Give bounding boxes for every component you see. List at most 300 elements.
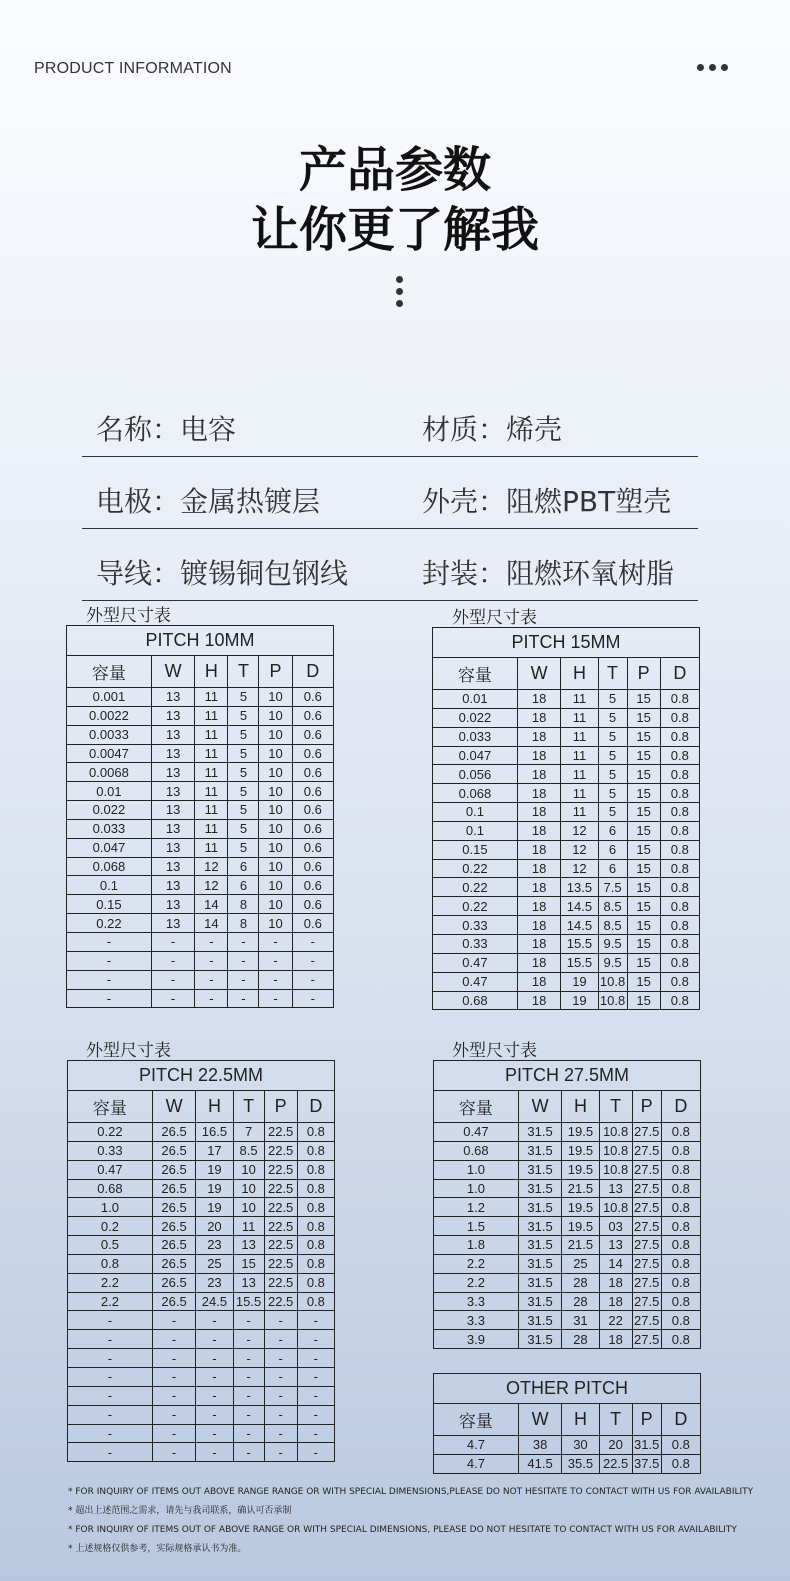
table-row xyxy=(434,1179,701,1198)
table-cell: 0.47 xyxy=(433,953,518,972)
table-cell: - xyxy=(152,1367,195,1386)
column-header: H xyxy=(561,658,598,690)
table-cell: 0.047 xyxy=(67,838,152,857)
table-cell: 0.6 xyxy=(292,857,333,876)
table-cell: - xyxy=(196,1367,233,1386)
table-row xyxy=(68,1349,335,1368)
table-cell: 22.5 xyxy=(264,1236,297,1255)
table-cell: 5 xyxy=(228,744,259,763)
table-cell: 26.5 xyxy=(152,1123,195,1142)
table-cell: 10 xyxy=(259,706,292,725)
table-cell: 5 xyxy=(598,690,627,709)
table-cell: 0.0068 xyxy=(67,763,152,782)
table-cell: 15 xyxy=(627,878,660,897)
table-cell: 12 xyxy=(561,821,598,840)
table-cell: 0.22 xyxy=(433,859,518,878)
spec-shell: 外壳：阻燃PBT塑壳 xyxy=(422,485,672,518)
column-header: 容量 xyxy=(68,1091,153,1123)
spec-material: 材质：烯壳 xyxy=(422,413,563,446)
column-header: W xyxy=(517,658,560,690)
table-cell: 15 xyxy=(627,708,660,727)
table-cell: 5 xyxy=(598,708,627,727)
table-cell: - xyxy=(264,1405,297,1424)
table-cell: 15 xyxy=(627,690,660,709)
table-cell: 13 xyxy=(233,1236,264,1255)
table-cell: - xyxy=(196,1386,233,1405)
column-header: T xyxy=(233,1091,264,1123)
table-cell: 31.5 xyxy=(518,1330,561,1349)
column-header: D xyxy=(660,658,699,690)
table-cell: 10 xyxy=(259,838,292,857)
table-row xyxy=(434,1123,701,1142)
table-cell: 0.8 xyxy=(297,1123,334,1142)
table-row xyxy=(434,1311,701,1330)
table-cell: 19 xyxy=(196,1160,233,1179)
table-cell: 13 xyxy=(151,857,194,876)
table-cell: 0.033 xyxy=(433,727,518,746)
table-cell: 10.8 xyxy=(599,1198,632,1217)
table-cell: 10.8 xyxy=(599,992,626,1008)
table-cell: 10 xyxy=(259,857,292,876)
table-cell: 11 xyxy=(561,690,598,709)
table-cell: - xyxy=(151,951,194,970)
table-cell: 6 xyxy=(598,840,627,859)
table-cell: 5 xyxy=(228,763,259,782)
table-cell: 27.5 xyxy=(634,1331,660,1347)
table-cell: 0.022 xyxy=(433,708,518,727)
table-cell: 27.5 xyxy=(634,1256,660,1272)
table-cell: 15 xyxy=(627,727,660,746)
table-cell: 0.8 xyxy=(661,1160,700,1179)
table-caption: 外型尺寸表 xyxy=(452,1041,537,1061)
table-cell: 0.6 xyxy=(292,876,333,895)
vertical-dots-icon xyxy=(396,276,403,312)
table-cell: 2.2 xyxy=(68,1292,153,1311)
table-cell: - xyxy=(228,932,259,951)
table-cell: 0.8 xyxy=(661,1198,700,1217)
table-cell: 18 xyxy=(517,803,560,822)
table-cell: 0.001 xyxy=(67,688,152,707)
column-header: W xyxy=(518,1404,561,1436)
table-cell: 0.22 xyxy=(67,914,152,933)
table-cell: 27.5 xyxy=(634,1199,660,1215)
table-cell: 0.8 xyxy=(297,1292,334,1311)
table-cell: 4.7 xyxy=(434,1436,519,1455)
table-cell: - xyxy=(68,1424,153,1443)
table-cell: 27.5 xyxy=(634,1143,660,1159)
table-cell: 8 xyxy=(228,895,259,914)
table-cell: 0.2 xyxy=(68,1217,153,1236)
table-cell: 15 xyxy=(627,746,660,765)
more-horizontal-icon[interactable] xyxy=(697,64,728,71)
table-cell: 31.5 xyxy=(634,1437,660,1453)
column-header: P xyxy=(632,1404,661,1436)
table-cell: 12 xyxy=(561,859,598,878)
table-cell: 24.5 xyxy=(196,1292,233,1311)
table-cell: 0.8 xyxy=(661,1141,700,1160)
table-cell: 22.5 xyxy=(264,1123,297,1142)
table-cell: 22.5 xyxy=(264,1198,297,1217)
table-cell: - xyxy=(233,1386,264,1405)
table-cell: 0.8 xyxy=(660,878,699,897)
table-cell: 15.5 xyxy=(561,953,598,972)
table-cell: - xyxy=(195,989,228,1008)
table-cell: 0.8 xyxy=(661,1217,700,1236)
table-cell: - xyxy=(297,1443,334,1462)
table-cell: 0.8 xyxy=(661,1454,700,1473)
table-cell: 22.5 xyxy=(264,1292,297,1311)
table-cell: - xyxy=(259,970,292,989)
table-cell: 0.1 xyxy=(433,803,518,822)
table-row xyxy=(67,688,334,707)
table-row xyxy=(67,914,334,933)
table-cell: 5 xyxy=(228,782,259,801)
table-cell: 15 xyxy=(627,953,660,972)
table-cell: 0.8 xyxy=(68,1254,153,1273)
column-header: D xyxy=(661,1404,700,1436)
table-row xyxy=(68,1217,335,1236)
table-cell: - xyxy=(233,1367,264,1386)
table-row xyxy=(67,876,334,895)
table-row xyxy=(67,763,334,782)
table-cell: 13 xyxy=(151,725,194,744)
table-cell: 22.5 xyxy=(599,1454,632,1473)
table-cell: 26.5 xyxy=(152,1236,195,1255)
table-cell: 0.6 xyxy=(292,819,333,838)
table-cell: 5 xyxy=(598,727,627,746)
table-cell: 15 xyxy=(627,934,660,953)
table-cell: 0.047 xyxy=(433,746,518,765)
table-cell: - xyxy=(68,1367,153,1386)
table-row xyxy=(434,1160,701,1179)
column-header: D xyxy=(292,656,333,688)
table-cell: 11 xyxy=(195,801,228,820)
table-cell: - xyxy=(297,1386,334,1405)
table-cell: 20 xyxy=(599,1436,632,1455)
table-cell: 10 xyxy=(259,744,292,763)
table-cell: - xyxy=(67,951,152,970)
table-cell: 22.5 xyxy=(264,1141,297,1160)
table-row xyxy=(433,840,700,859)
table-row xyxy=(68,1386,335,1405)
table-cell: 5 xyxy=(228,801,259,820)
table-cell: - xyxy=(196,1443,233,1462)
table-cell: 4.7 xyxy=(434,1454,519,1473)
table-cell: 18 xyxy=(517,765,560,784)
column-header: T xyxy=(599,1091,632,1123)
table-cell: 19.5 xyxy=(562,1198,599,1217)
table-cell: 1.0 xyxy=(68,1198,153,1217)
table-cell: 0.8 xyxy=(297,1160,334,1179)
column-header: 容量 xyxy=(434,1091,519,1123)
table-cell: 2.2 xyxy=(434,1254,519,1273)
table-cell: 0.8 xyxy=(661,1236,700,1255)
table-cell: 0.8 xyxy=(660,708,699,727)
table-title-row xyxy=(434,1374,701,1404)
table-cell: 13 xyxy=(599,1179,632,1198)
table-cell: - xyxy=(152,1330,195,1349)
table-row xyxy=(433,972,700,991)
table-cell: 28 xyxy=(562,1292,599,1311)
table-cell: 0.6 xyxy=(292,914,333,933)
table-row xyxy=(434,1273,701,1292)
column-header: P xyxy=(627,658,660,690)
table-cell: 0.022 xyxy=(67,801,152,820)
table-cell: 18 xyxy=(517,934,560,953)
table-cell: - xyxy=(228,951,259,970)
spec-encapsulation: 封装：阻燃环氧树脂 xyxy=(422,557,675,590)
table-cell: 22.5 xyxy=(264,1254,297,1273)
table-cell: - xyxy=(152,1349,195,1368)
table-cell: 15 xyxy=(627,784,660,803)
table-cell: 18 xyxy=(517,821,560,840)
table-cell: 0.22 xyxy=(433,878,518,897)
table-cell: 19.5 xyxy=(562,1123,599,1142)
table-cell: 14 xyxy=(599,1254,632,1273)
table-cell: 37.5 xyxy=(634,1456,660,1472)
table-row xyxy=(434,1436,701,1455)
table-cell: 0.1 xyxy=(67,876,152,895)
table-title: PITCH 22.5MM xyxy=(68,1061,335,1091)
table-cell: 11 xyxy=(561,784,598,803)
table-cell: 5 xyxy=(228,725,259,744)
table-cell: 20 xyxy=(196,1217,233,1236)
table-cell: 8.5 xyxy=(598,916,627,935)
table-cell: 0.5 xyxy=(68,1236,153,1255)
table-cell: - xyxy=(196,1349,233,1368)
table-cell: 0.68 xyxy=(68,1179,153,1198)
table-cell: 31.5 xyxy=(518,1179,561,1198)
table-cell: 14.5 xyxy=(561,916,598,935)
table-cell: 0.01 xyxy=(67,782,152,801)
spec-electrode: 电极：金属热镀层 xyxy=(96,485,321,518)
table-header-row xyxy=(68,1091,335,1123)
table-cell: 11 xyxy=(195,782,228,801)
column-header: H xyxy=(562,1091,599,1123)
table-cell: 21.5 xyxy=(562,1179,599,1198)
table-row xyxy=(434,1254,701,1273)
table-cell: 11 xyxy=(195,725,228,744)
table-cell: - xyxy=(151,932,194,951)
table-row xyxy=(434,1141,701,1160)
table-row xyxy=(433,821,700,840)
table-cell: 31.5 xyxy=(518,1292,561,1311)
table-cell: 31.5 xyxy=(518,1254,561,1273)
table-row xyxy=(68,1198,335,1217)
table-cell: 18 xyxy=(517,727,560,746)
table-cell: 13 xyxy=(233,1273,264,1292)
notes xyxy=(68,1483,768,1559)
table-row xyxy=(433,803,700,822)
table-cell: 27.5 xyxy=(634,1124,660,1140)
table-cell: 10 xyxy=(259,895,292,914)
table-cell: 10 xyxy=(233,1160,264,1179)
table-cell: 35.5 xyxy=(562,1454,599,1473)
table-cell: 18 xyxy=(517,991,560,1010)
table-cell: 0.6 xyxy=(292,763,333,782)
table-cell: 5 xyxy=(228,819,259,838)
table-cell: 31.5 xyxy=(518,1217,561,1236)
table-cell: 19.5 xyxy=(562,1217,599,1236)
table-cell: 0.8 xyxy=(661,1330,700,1349)
table-cell: 19.5 xyxy=(562,1160,599,1179)
table-cell: 18 xyxy=(599,1273,632,1292)
table-cell: 13 xyxy=(151,895,194,914)
note-line: * 上述规格仅供参考，实际规格承认书为准。 xyxy=(68,1544,247,1554)
spec-row xyxy=(82,457,698,529)
table-cell: - xyxy=(228,970,259,989)
table-cell: 28 xyxy=(562,1330,599,1349)
table-cell: 27.5 xyxy=(634,1180,660,1196)
table-cell: 23 xyxy=(196,1236,233,1255)
table-cell: 9.5 xyxy=(598,953,627,972)
table-row xyxy=(67,951,334,970)
table-cell: - xyxy=(264,1424,297,1443)
table-title-row xyxy=(433,628,700,658)
table-cell: 10 xyxy=(233,1179,264,1198)
table-cell: 0.6 xyxy=(292,782,333,801)
table-cell: 15 xyxy=(627,803,660,822)
table-cell: - xyxy=(259,951,292,970)
table-cell: - xyxy=(264,1386,297,1405)
table-row xyxy=(68,1405,335,1424)
table-cell: 0.6 xyxy=(292,725,333,744)
table-cell: 0.68 xyxy=(434,1141,519,1160)
table-cell: 26.5 xyxy=(152,1254,195,1273)
column-header: P xyxy=(632,1091,661,1123)
table-cell: - xyxy=(151,989,194,1008)
table-row xyxy=(68,1254,335,1273)
table-cell: 11 xyxy=(195,706,228,725)
table-cell: 41.5 xyxy=(518,1454,561,1473)
table-cell: 0.22 xyxy=(433,897,518,916)
table-cell: - xyxy=(196,1424,233,1443)
table-cell: - xyxy=(195,951,228,970)
table-cell: 11 xyxy=(561,746,598,765)
table-cell: - xyxy=(264,1311,297,1330)
table-row xyxy=(68,1273,335,1292)
table-cell: 5 xyxy=(598,765,627,784)
table-cell: 27.5 xyxy=(634,1312,660,1328)
table-cell: 27.5 xyxy=(634,1162,660,1178)
table-cell: 0.8 xyxy=(660,897,699,916)
table-cell: 15.5 xyxy=(233,1292,264,1311)
table-cell: - xyxy=(228,989,259,1008)
table-row xyxy=(68,1123,335,1142)
table-cell: 18 xyxy=(517,897,560,916)
table-cell: 18 xyxy=(517,972,560,991)
table-cell: 16.5 xyxy=(196,1123,233,1142)
table-cell: 22 xyxy=(599,1311,632,1330)
table-cell: - xyxy=(195,970,228,989)
table-cell: 3.3 xyxy=(434,1292,519,1311)
table-cell: - xyxy=(233,1349,264,1368)
table-cell: 0.8 xyxy=(297,1254,334,1273)
table-cell: 31 xyxy=(562,1311,599,1330)
table-cell: 14 xyxy=(195,914,228,933)
column-header: T xyxy=(598,658,627,690)
headline-line-1: 产品参数 xyxy=(298,142,491,198)
table-cell: 0.33 xyxy=(433,916,518,935)
table-cell: 17 xyxy=(196,1141,233,1160)
table-cell: 0.056 xyxy=(433,765,518,784)
table-cell: 0.8 xyxy=(661,1311,700,1330)
table-cell: 0.68 xyxy=(433,991,518,1010)
table-cell: - xyxy=(259,989,292,1008)
table-row xyxy=(68,1160,335,1179)
table-cell: 0.33 xyxy=(68,1141,153,1160)
table-title-row xyxy=(68,1061,335,1091)
table-cell: - xyxy=(67,970,152,989)
table-cell: 13 xyxy=(151,801,194,820)
table-cell: 6 xyxy=(228,876,259,895)
table-row xyxy=(67,970,334,989)
note-line: * 超出上述范围之需求，请先与我司联系，确认可否承制 xyxy=(68,1506,292,1516)
column-header: 容量 xyxy=(67,656,152,688)
table-cell: 2.2 xyxy=(434,1273,519,1292)
table-row xyxy=(67,725,334,744)
column-header: W xyxy=(152,1091,195,1123)
table-title-row xyxy=(67,626,334,656)
table-cell: - xyxy=(152,1443,195,1462)
table-cell: 31.5 xyxy=(518,1141,561,1160)
table-cell: - xyxy=(259,932,292,951)
table-cell: 14 xyxy=(195,895,228,914)
table-cell: - xyxy=(264,1367,297,1386)
table-cell: 27.5 xyxy=(634,1275,660,1291)
table-cell: 15 xyxy=(627,840,660,859)
note-line: * FOR INQUIRY OF ITEMS OUT OF ABOVE RANGE OR WITH SPECIAL DIMENSIONS, PLEASE DO NOT HESITATE TO CONTACT WITH US FOR AVAILABILITY xyxy=(68,1525,737,1535)
table-cell: - xyxy=(195,932,228,951)
other-pitch-table xyxy=(433,1373,701,1474)
pitch-15mm-table xyxy=(432,627,700,1010)
table-cell: 0.8 xyxy=(661,1123,700,1142)
table-title: OTHER PITCH xyxy=(434,1374,701,1404)
table-cell: 3.9 xyxy=(434,1330,519,1349)
table-row xyxy=(68,1236,335,1255)
pitch-22-5mm-table xyxy=(67,1060,335,1462)
table-cell: - xyxy=(68,1405,153,1424)
table-cell: 10 xyxy=(259,801,292,820)
column-header: 容量 xyxy=(434,1404,519,1436)
table-cell: 7.5 xyxy=(598,878,627,897)
table-cell: 22.5 xyxy=(264,1160,297,1179)
table-cell: - xyxy=(297,1405,334,1424)
table-cell: 18 xyxy=(517,916,560,935)
table-cell: 0.15 xyxy=(67,895,152,914)
table-cell: - xyxy=(264,1349,297,1368)
table-row xyxy=(434,1292,701,1311)
column-header: T xyxy=(599,1404,632,1436)
table-cell: 10 xyxy=(259,782,292,801)
table-cell: 0.6 xyxy=(292,838,333,857)
table-cell: 0.8 xyxy=(297,1273,334,1292)
table-cell: 15 xyxy=(627,916,660,935)
table-cell: 0.8 xyxy=(661,1254,700,1273)
table-cell: - xyxy=(297,1311,334,1330)
table-cell: 31.5 xyxy=(518,1160,561,1179)
header-label: PRODUCT INFORMATION xyxy=(34,60,232,77)
table-cell: - xyxy=(68,1443,153,1462)
table-cell: 27.5 xyxy=(634,1218,660,1234)
table-title: PITCH 27.5MM xyxy=(434,1061,701,1091)
table-cell: 0.8 xyxy=(297,1217,334,1236)
table-row xyxy=(433,934,700,953)
table-cell: 0.8 xyxy=(660,727,699,746)
table-row xyxy=(67,801,334,820)
table-cell: - xyxy=(264,1443,297,1462)
table-row xyxy=(434,1217,701,1236)
